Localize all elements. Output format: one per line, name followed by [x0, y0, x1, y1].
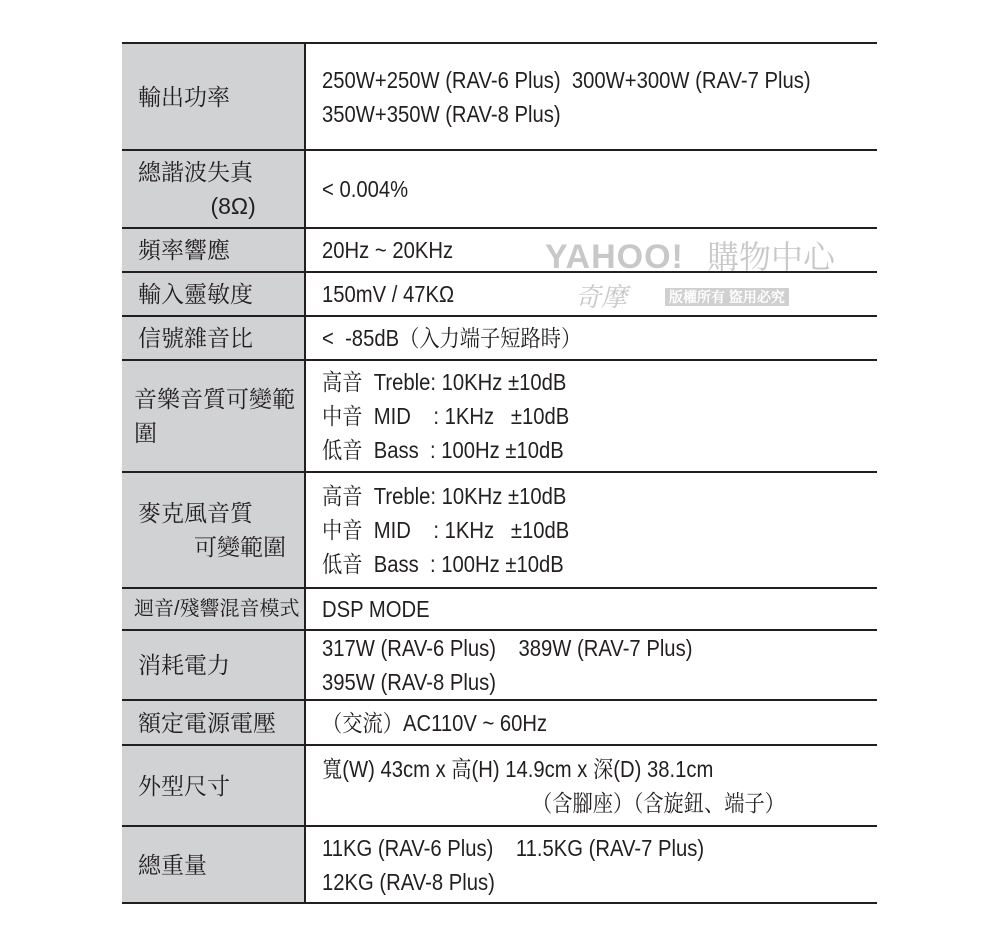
- spec-label-line: 麥克風音質: [138, 500, 253, 526]
- spec-label-line: 總重量: [138, 851, 207, 878]
- spec-value-row: [322, 479, 877, 513]
- spec-value-row: [322, 277, 877, 311]
- spec-row: [122, 360, 877, 472]
- spec-value-line: （含腳座）（含旋鈕、端子）: [531, 789, 785, 816]
- spec-label: [122, 150, 305, 228]
- spec-row: [122, 150, 877, 228]
- spec-value-line: 395W (RAV-8 Plus): [321, 669, 496, 695]
- spec-value-row: [322, 399, 877, 433]
- spec-value-line: 中音 MID : 1KHz ±10dB: [321, 403, 570, 429]
- spec-value-line: （交流）AC110V ~ 60Hz: [321, 709, 547, 736]
- spec-value-line: 低音 Bass : 100Hz ±10dB: [321, 551, 564, 577]
- spec-value-row: [322, 631, 877, 665]
- watermark-brand: YAHOO!: [545, 238, 684, 276]
- spec-value-row: [322, 592, 877, 626]
- spec-value-line: 350W+350W (RAV-8 Plus): [321, 100, 561, 127]
- spec-row: [122, 272, 877, 316]
- watermark-notice: 版權所有 盜用必究: [665, 288, 789, 306]
- spec-label: [122, 316, 305, 360]
- spec-label: [122, 228, 305, 272]
- spec-value-line: < -85dB（入力端子短路時）: [321, 325, 582, 351]
- spec-label-line: 信號雜音比: [138, 325, 253, 351]
- watermark-store: 購物中心: [707, 239, 836, 275]
- spec-label-line: 迴音/殘響混音模式: [134, 598, 300, 620]
- spec-value: [305, 272, 877, 316]
- spec-value-line: 12KG (RAV-8 Plus): [321, 868, 495, 895]
- spec-label: [122, 745, 305, 826]
- spec-value-row: [322, 97, 877, 131]
- spec-value: [305, 588, 877, 630]
- spec-value-line: 317W (RAV-6 Plus) 389W (RAV-7 Plus): [321, 635, 693, 661]
- spec-value-row: [322, 365, 877, 399]
- spec-label: [122, 272, 305, 316]
- spec-value: [305, 43, 877, 150]
- spec-row: [122, 700, 877, 745]
- spec-label: [122, 826, 305, 903]
- spec-value: [305, 360, 877, 472]
- spec-value-line: 低音 Bass : 100Hz ±10dB: [321, 437, 564, 463]
- spec-value-row: [322, 865, 877, 899]
- spec-value-row: [322, 63, 877, 97]
- spec-value-row: [322, 786, 877, 820]
- spec-label: [122, 360, 305, 472]
- spec-row: [122, 588, 877, 630]
- spec-value-line: 中音 MID : 1KHz ±10dB: [321, 517, 570, 543]
- spec-label-line: 頻率響應: [138, 237, 230, 263]
- spec-label-line: 額定電源電壓: [138, 709, 276, 736]
- spec-value: [305, 700, 877, 745]
- spec-value-line: 高音 Treble: 10KHz ±10dB: [321, 483, 567, 509]
- spec-label: [122, 700, 305, 745]
- spec-value-row: [322, 233, 877, 267]
- spec-value-row: [322, 831, 877, 865]
- spec-value: [305, 745, 877, 826]
- spec-label-line: 總諧波失真: [138, 159, 253, 185]
- watermark-sub: 奇摩: [575, 282, 628, 312]
- spec-value-line: < 0.004%: [321, 176, 408, 202]
- spec-row: [122, 472, 877, 588]
- spec-value-row: [322, 706, 877, 740]
- spec-row: [122, 630, 877, 700]
- spec-label-line: 可變範圍: [194, 534, 286, 560]
- spec-row: [122, 228, 877, 272]
- spec-label-line: 輸入靈敏度: [138, 281, 253, 307]
- spec-value: [305, 630, 877, 700]
- spec-value-row: [322, 321, 877, 355]
- spec-value-line: 高音 Treble: 10KHz ±10dB: [321, 369, 567, 395]
- spec-table-body: [122, 43, 877, 903]
- spec-value-line: 11KG (RAV-6 Plus) 11.5KG (RAV-7 Plus): [321, 834, 704, 861]
- spec-label: [122, 472, 305, 588]
- spec-value-line: 寬(W) 43cm x 高(H) 14.9cm x 深(D) 38.1cm: [321, 755, 714, 782]
- spec-label-line: 音樂音質可變範圍: [134, 386, 295, 446]
- spec-value: [305, 316, 877, 360]
- spec-value-row: [322, 665, 877, 699]
- spec-value-row: [322, 513, 877, 547]
- spec-value: [305, 472, 877, 588]
- spec-value-row: [322, 172, 877, 206]
- spec-value-row: [322, 433, 877, 467]
- spec-label-line: 消耗電力: [138, 652, 230, 678]
- spec-label-line: 外型尺寸: [138, 772, 230, 799]
- spec-value-line: DSP MODE: [321, 596, 430, 622]
- spec-label: [122, 43, 305, 150]
- spec-value-row: [322, 547, 877, 581]
- spec-value-line: 150mV / 47KΩ: [321, 281, 454, 307]
- spec-value: [305, 826, 877, 903]
- spec-label: [122, 630, 305, 700]
- spec-value: [305, 150, 877, 228]
- spec-value-line: 250W+250W (RAV-6 Plus) 300W+300W (RAV-7 Plus): [321, 66, 811, 93]
- spec-label: [122, 588, 305, 630]
- spec-value-line: 20Hz ~ 20KHz: [321, 237, 453, 263]
- spec-label-line: 輸出功率: [138, 83, 230, 110]
- spec-value: [305, 228, 877, 272]
- spec-row: [122, 826, 877, 903]
- spec-row: [122, 745, 877, 826]
- spec-label-line: (8Ω): [210, 193, 256, 219]
- spec-row: [122, 43, 877, 150]
- spec-value-row: [322, 752, 877, 786]
- spec-row: [122, 316, 877, 360]
- spec-table: [122, 42, 877, 904]
